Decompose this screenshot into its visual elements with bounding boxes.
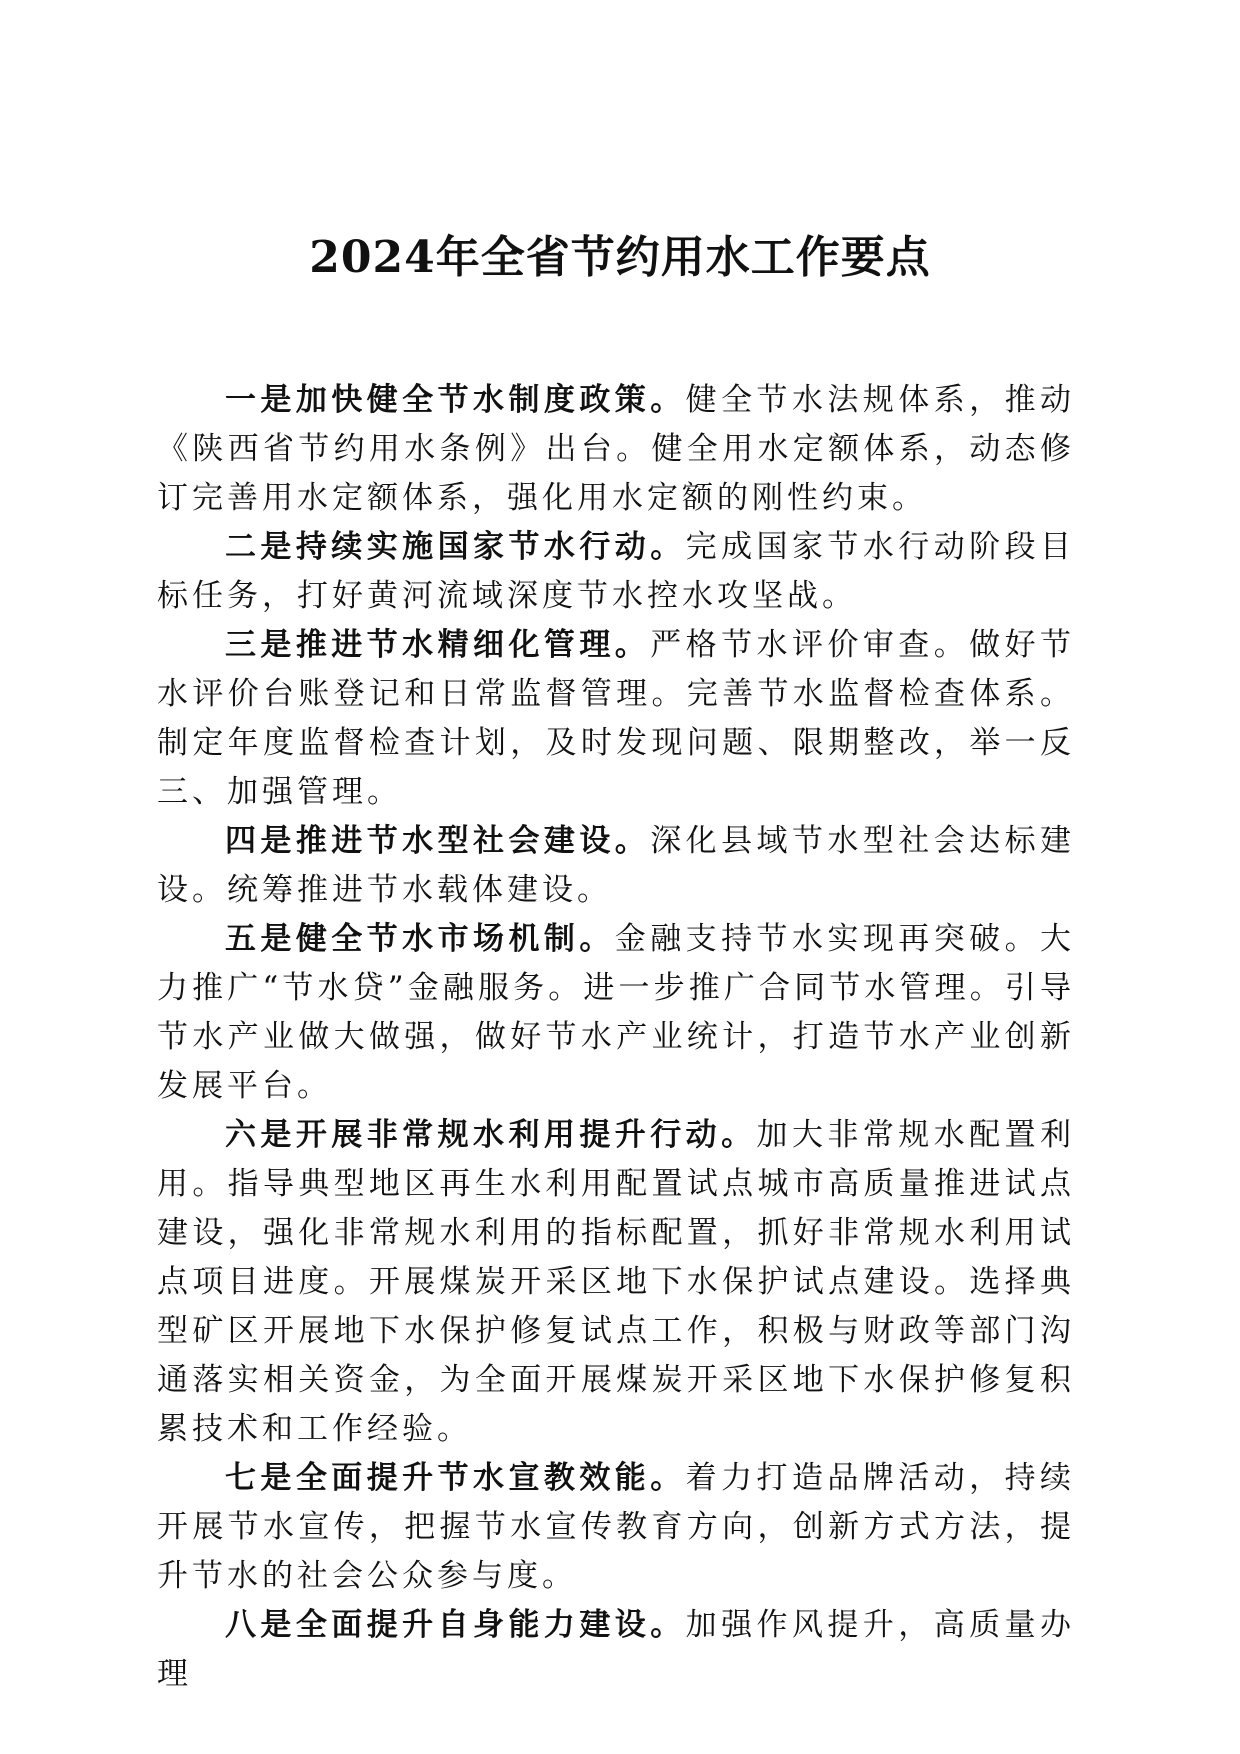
- paragraph-4: [157, 817, 1075, 915]
- paragraph-text: 着力打造品牌活动，持续开展节水宣传，把握节水宣传教育方向，创新方式方法，提升节水的社会公众参与度。: [157, 1460, 1076, 1594]
- paragraph-text: 金融支持节水实现再突破。大力推广“节水贷”金融服务。进一步推广合同节水管理。引导节水产业做大做强，做好节水产业统计，打造节水产业创新发展平台。: [157, 921, 1076, 1104]
- paragraph-text: 深化县域节水型社会达标建设。统筹推进节水载体建设。: [157, 823, 1076, 908]
- paragraph-lead: 五是健全节水市场机制。: [225, 921, 615, 957]
- document-body: [157, 376, 1075, 1699]
- paragraph-5: [157, 915, 1075, 1111]
- paragraph-text: 加强作风提升，高质量办理: [157, 1607, 1076, 1692]
- paragraph-lead: 一是加快健全节水制度政策。: [225, 382, 686, 418]
- paragraph-text: 严格节水评价审查。做好节水评价台账登记和日常监督管理。完善节水监督检查体系。制定年度监督检查计划，及时发现问题、限期整改，举一反三、加强管理。: [157, 627, 1076, 810]
- paragraph-lead: 三是推进节水精细化管理。: [225, 627, 651, 663]
- paragraph-3: [157, 621, 1075, 817]
- paragraph-lead: 八是全面提升自身能力建设。: [225, 1607, 686, 1643]
- paragraph-6: [157, 1111, 1075, 1454]
- paragraph-text: 完成国家节水行动阶段目标任务，打好黄河流域深度节水控水攻坚战。: [157, 529, 1076, 614]
- paragraph-2: [157, 523, 1075, 621]
- paragraph-8: [157, 1601, 1075, 1699]
- paragraph-lead: 六是开展非常规水利用提升行动。: [225, 1117, 757, 1153]
- paragraph-lead: 二是持续实施国家节水行动。: [225, 529, 686, 565]
- document-title: 2024年全省节约用水工作要点: [309, 232, 931, 283]
- paragraph-7: [157, 1454, 1075, 1601]
- paragraph-text: 加大非常规水配置利用。指导典型地区再生水利用配置试点城市高质量推进试点建设，强化非常规水利用的指标配置，抓好非常规水利用试点项目进度。开展煤炭开采区地下水保护试点建设。选择典型矿区开展地下水保护修复试点工作，积极与财政等部门沟通落实相关资金，为全面开展煤炭开采区地下水保护修复积累技术和工作经验。: [157, 1117, 1076, 1447]
- paragraph-1: [157, 376, 1075, 523]
- paragraph-lead: 四是推进节水型社会建设。: [225, 823, 651, 859]
- paragraph-text: 健全节水法规体系，推动《陕西省节约用水条例》出台。健全用水定额体系，动态修订完善用水定额体系，强化用水定额的刚性约束。: [157, 382, 1076, 516]
- paragraph-lead: 七是全面提升节水宣教效能。: [225, 1460, 686, 1496]
